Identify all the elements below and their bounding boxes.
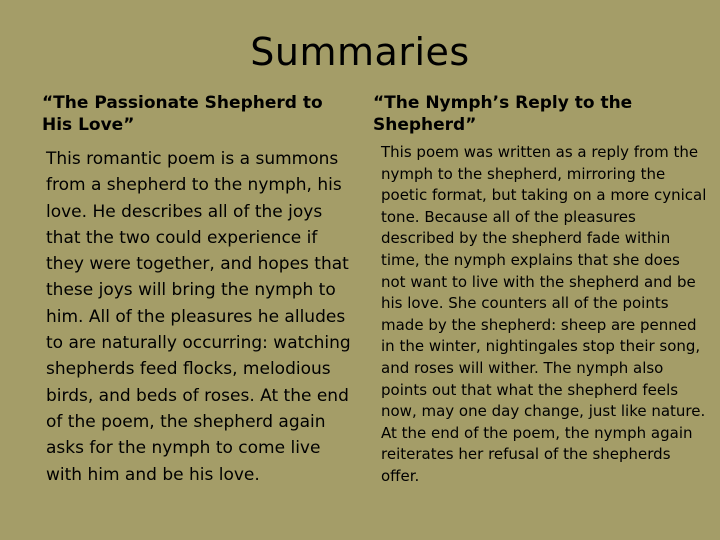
right-summary-text: This poem was written as a reply from the nymph to the shepherd, mirroring the poetic format, but taking on a more cynical tone. Because all of the pleasures described by the shepherd fade within time, the nymph explains that she does not want to live with the shepherd and be his love. She counters all of the points made by the shepherd: sheep are penned in the winter, nightingales stop their song, and roses will wither. The nymph also points out that what the shepherd feels now, may one day change, just like nature. At the end of the poem, the nymph again reiterates her refusal of the shepherds offer.: [381, 143, 707, 485]
left-summary-text: This romantic poem is a summons from a shepherd to the nymph, his love. He describes all of the joys that the two could experience if they were together, and hopes that these joys will bring the nymph to him. All of the pleasures he alludes to are naturally occurring: watching shepherds feed flocks, melodious birds, and beds of roses. At the end of the poem, the shepherd again asks for the nymph to come live with him and be his love.: [46, 149, 351, 485]
left-column: [42, 92, 354, 488]
slide-title: Summaries: [250, 30, 470, 74]
left-heading: “The Passionate Shepherd to His Love”: [42, 93, 323, 135]
right-heading: “The Nymph’s Reply to the Shepherd”: [373, 93, 633, 135]
right-column: [373, 92, 708, 488]
